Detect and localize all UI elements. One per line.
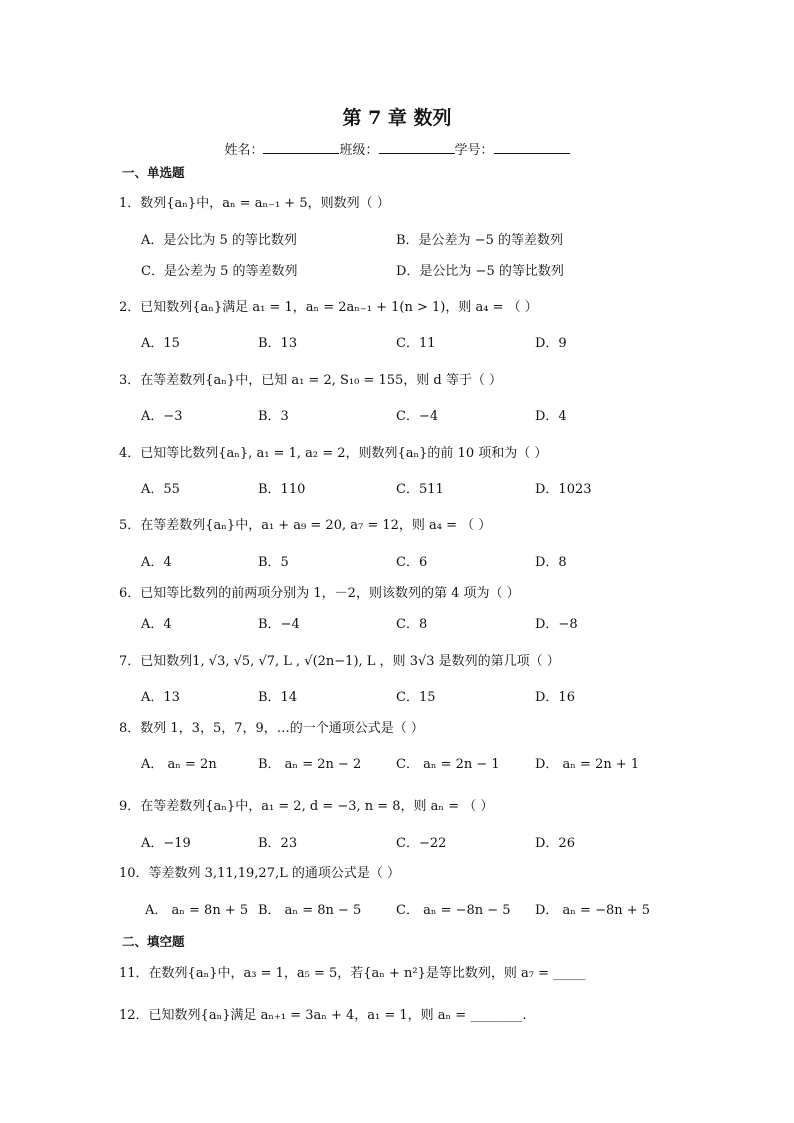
id-label: 学号：: [454, 143, 494, 158]
option-b[interactable]: B． aₙ = 2n − 2: [258, 757, 362, 772]
option-d[interactable]: D．16: [535, 690, 575, 705]
option-c[interactable]: C．−22: [396, 836, 447, 851]
option-b[interactable]: B．13: [258, 336, 298, 351]
student-info-line: [0, 139, 794, 158]
question-stem: 9．在等差数列{aₙ}中，a₁ = 2, d = −3, n = 8，则 aₙ = （ ）: [119, 799, 494, 814]
option-a[interactable]: A．−19: [141, 836, 191, 851]
option-d[interactable]: D．−8: [535, 617, 578, 632]
class-label: 班级：: [339, 143, 379, 158]
question-stem: 12．已知数列{aₙ}满足 aₙ₊₁ = 3aₙ + 4，a₁ = 1，则 aₙ = ________.: [119, 1008, 527, 1023]
question-stem: 10．等差数列 3,11,19,27,L 的通项公式是（ ）: [119, 866, 400, 881]
option-b[interactable]: B．3: [258, 409, 289, 424]
option-d[interactable]: D．26: [535, 836, 575, 851]
question-stem: 8．数列 1，3，5，7，9，…的一个通项公式是（ ）: [119, 721, 424, 736]
option-a[interactable]: A． aₙ = 2n: [141, 757, 217, 772]
option-b[interactable]: B．5: [258, 555, 289, 570]
question-stem: 3．在等差数列{aₙ}中，已知 a₁ = 2, S₁₀ = 155，则 d 等于（ ）: [119, 373, 502, 388]
question-stem: 4．已知等比数列{aₙ}, a₁ = 1, a₂ = 2，则数列{aₙ}的前 10 项和为（ ）: [119, 446, 548, 461]
name-label: 姓名：: [224, 143, 264, 158]
option-b[interactable]: B．是公差为 −5 的等差数列: [396, 233, 563, 248]
option-c[interactable]: C．−4: [396, 409, 439, 424]
option-a[interactable]: A．4: [141, 555, 172, 570]
option-c[interactable]: C．6: [396, 555, 428, 570]
question-stem: 2．已知数列{aₙ}满足 a₁ = 1，aₙ = 2aₙ₋₁ + 1(n > 1)，则 a₄ = （ ）: [119, 300, 538, 315]
option-a[interactable]: A．是公比为 5 的等比数列: [141, 233, 297, 248]
option-b[interactable]: B．23: [258, 836, 298, 851]
option-c[interactable]: C．511: [396, 482, 444, 497]
option-d[interactable]: D．9: [535, 336, 567, 351]
option-c[interactable]: C．15: [396, 690, 436, 705]
option-d[interactable]: D． aₙ = 2n + 1: [535, 757, 640, 772]
page-title: 第 7 章 数列: [342, 107, 452, 129]
section-heading-single-choice: 一、单选题: [122, 165, 185, 180]
option-a[interactable]: A．15: [141, 336, 180, 351]
option-d[interactable]: D． aₙ = −8n + 5: [535, 903, 651, 918]
option-a[interactable]: A．13: [141, 690, 180, 705]
option-d[interactable]: D．1023: [535, 482, 592, 497]
option-c[interactable]: C． aₙ = 2n − 1: [396, 757, 500, 772]
class-blank[interactable]: [379, 140, 455, 154]
option-b[interactable]: B． aₙ = 8n − 5: [258, 903, 362, 918]
option-d[interactable]: D．4: [535, 409, 567, 424]
name-blank[interactable]: [263, 140, 339, 154]
option-a[interactable]: A．4: [141, 617, 172, 632]
option-b[interactable]: B．14: [258, 690, 298, 705]
section-heading-fill-in: 二、填空题: [122, 934, 185, 949]
question-stem: 7．已知数列1, √3, √5, √7, L , √(2n−1), L ，则 3√3 是数列的第几项（ ）: [119, 654, 560, 669]
question-stem: 5．在等差数列{aₙ}中，a₁ + a₉ = 20, a₇ = 12，则 a₄ = （ ）: [119, 518, 492, 533]
option-c[interactable]: C．是公差为 5 的等差数列: [141, 264, 298, 279]
option-c[interactable]: C．11: [396, 336, 436, 351]
option-b[interactable]: B．−4: [258, 617, 300, 632]
option-d[interactable]: D．8: [535, 555, 567, 570]
option-a[interactable]: A．55: [141, 482, 180, 497]
option-a[interactable]: A． aₙ = 8n + 5: [145, 903, 249, 918]
option-c[interactable]: C．8: [396, 617, 428, 632]
option-c[interactable]: C． aₙ = −8n − 5: [396, 903, 511, 918]
question-stem: 6．已知等比数列的前两项分别为 1，－2，则该数列的第 4 项为（ ）: [119, 586, 520, 601]
option-d[interactable]: D．是公比为 −5 的等比数列: [396, 264, 564, 279]
id-blank[interactable]: [494, 140, 570, 154]
question-stem: 1．数列{aₙ}中，aₙ = aₙ₋₁ + 5，则数列（ ）: [119, 196, 390, 211]
question-stem: 11．在数列{aₙ}中，a₃ = 1，a₅ = 5，若{aₙ + n²}是等比数列，则 a₇ = _____: [119, 966, 586, 981]
option-b[interactable]: B．110: [258, 482, 306, 497]
option-a[interactable]: A．−3: [141, 409, 183, 424]
